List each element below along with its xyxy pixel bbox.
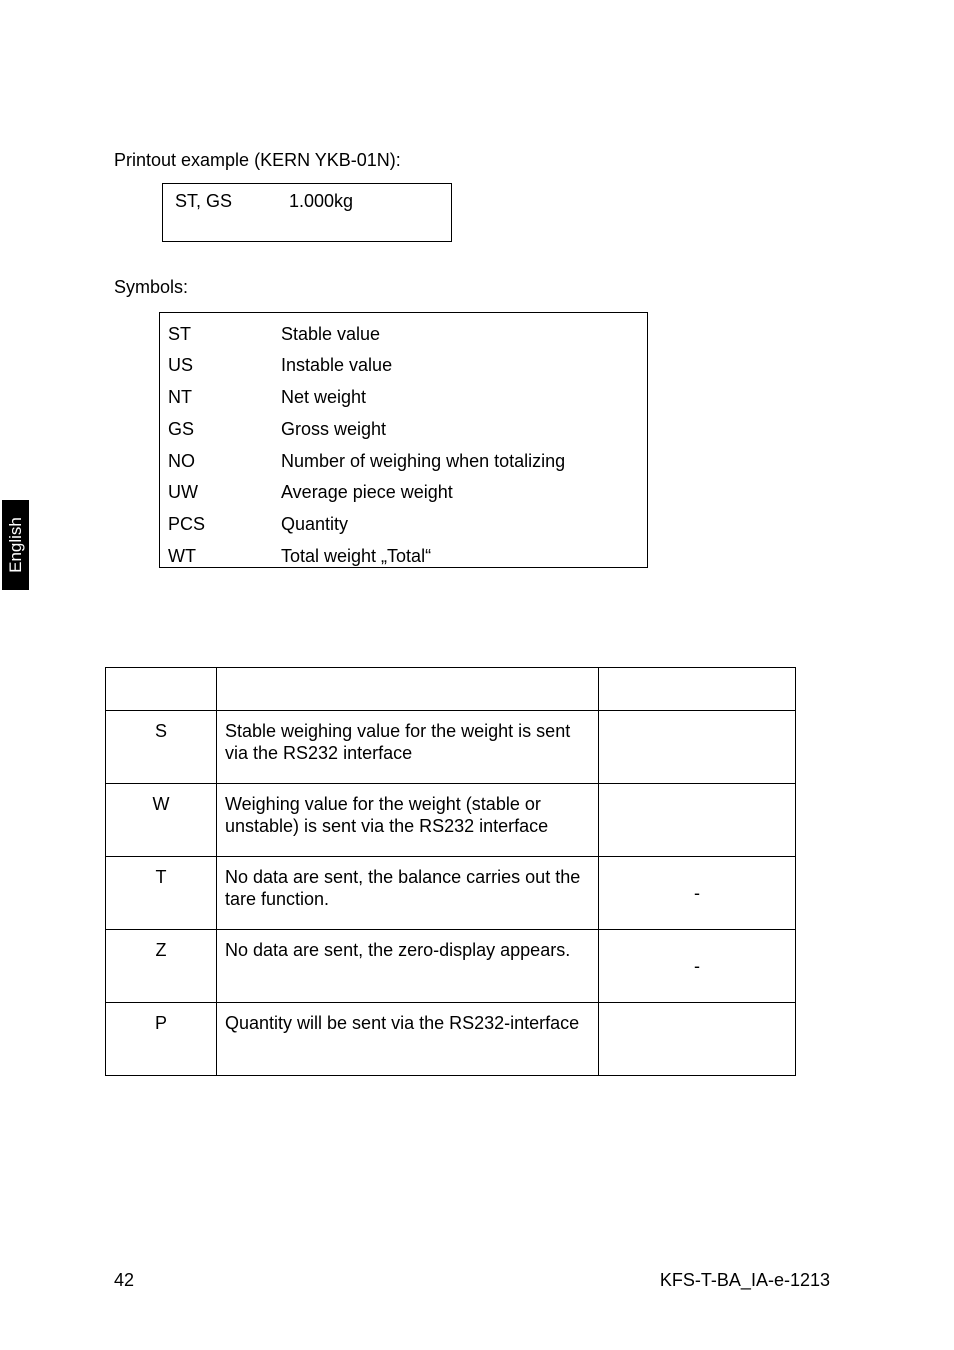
- symbol-description: Net weight: [281, 387, 367, 407]
- symbols-heading: Symbols:: [114, 277, 189, 297]
- extra-cell: [599, 1003, 796, 1076]
- description-cell: No data are sent, the balance carries out the tare function.: [217, 857, 599, 930]
- description-cell: No data are sent, the zero-display appears.: [217, 930, 599, 1003]
- symbol-code: ST: [168, 324, 192, 344]
- command-cell: Z: [106, 930, 217, 1003]
- symbol-description: Number of weighing when totalizing: [281, 451, 566, 471]
- extra-cell: [599, 711, 796, 784]
- printout-heading: Printout example (KERN YKB-01N):: [114, 150, 401, 170]
- page-number: 42: [114, 1270, 135, 1290]
- symbol-code: WT: [168, 546, 196, 566]
- symbol-row: [160, 323, 647, 355]
- symbol-row: [160, 545, 647, 577]
- symbol-description: Total weight „Total“: [281, 546, 432, 566]
- extra-cell: [599, 784, 796, 857]
- description-cell: Quantity will be sent via the RS232-interface: [217, 1003, 599, 1076]
- header-cell-description: [217, 668, 599, 711]
- symbol-row: [160, 354, 647, 386]
- command-cell: T: [106, 857, 217, 930]
- symbol-code: US: [168, 355, 194, 375]
- table-row: [106, 784, 796, 857]
- header-cell-command: [106, 668, 217, 711]
- symbol-code: PCS: [168, 514, 206, 534]
- symbol-row: [160, 450, 647, 482]
- extra-cell: -: [599, 930, 796, 1003]
- symbol-code: UW: [168, 482, 198, 502]
- table-header-row: [106, 668, 796, 711]
- command-table: [105, 667, 796, 1076]
- description-cell: Weighing value for the weight (stable or unstable) is sent via the RS232 interface: [217, 784, 599, 857]
- printout-example-box: [162, 183, 452, 242]
- symbol-row: [160, 513, 647, 545]
- symbol-description: Stable value: [281, 324, 381, 344]
- symbol-description: Instable value: [281, 355, 393, 375]
- description-cell: Stable weighing value for the weight is sent via the RS232 interface: [217, 711, 599, 784]
- table-row: [106, 857, 796, 930]
- extra-cell: -: [599, 857, 796, 930]
- table-row: [106, 711, 796, 784]
- symbol-description: Average piece weight: [281, 482, 453, 502]
- command-cell: S: [106, 711, 217, 784]
- printout-value: 1.000kg: [289, 191, 354, 211]
- document-id: KFS-T-BA_IA-e-1213: [659, 1270, 830, 1290]
- symbol-row: [160, 418, 647, 450]
- command-cell: W: [106, 784, 217, 857]
- command-cell: P: [106, 1003, 217, 1076]
- printout-code: ST, GS: [175, 191, 233, 211]
- symbol-row: [160, 386, 647, 418]
- symbol-code: NT: [168, 387, 192, 407]
- table-row: [106, 1003, 796, 1076]
- symbol-row: [160, 481, 647, 513]
- table-row: [106, 930, 796, 1003]
- symbol-description: Gross weight: [281, 419, 387, 439]
- symbol-code: GS: [168, 419, 195, 439]
- header-cell-extra: [599, 668, 796, 711]
- language-tab-label: English: [5, 517, 25, 573]
- symbol-code: NO: [168, 451, 195, 471]
- language-tab: [2, 500, 29, 590]
- symbol-description: Quantity: [281, 514, 349, 534]
- symbols-table: [159, 312, 648, 568]
